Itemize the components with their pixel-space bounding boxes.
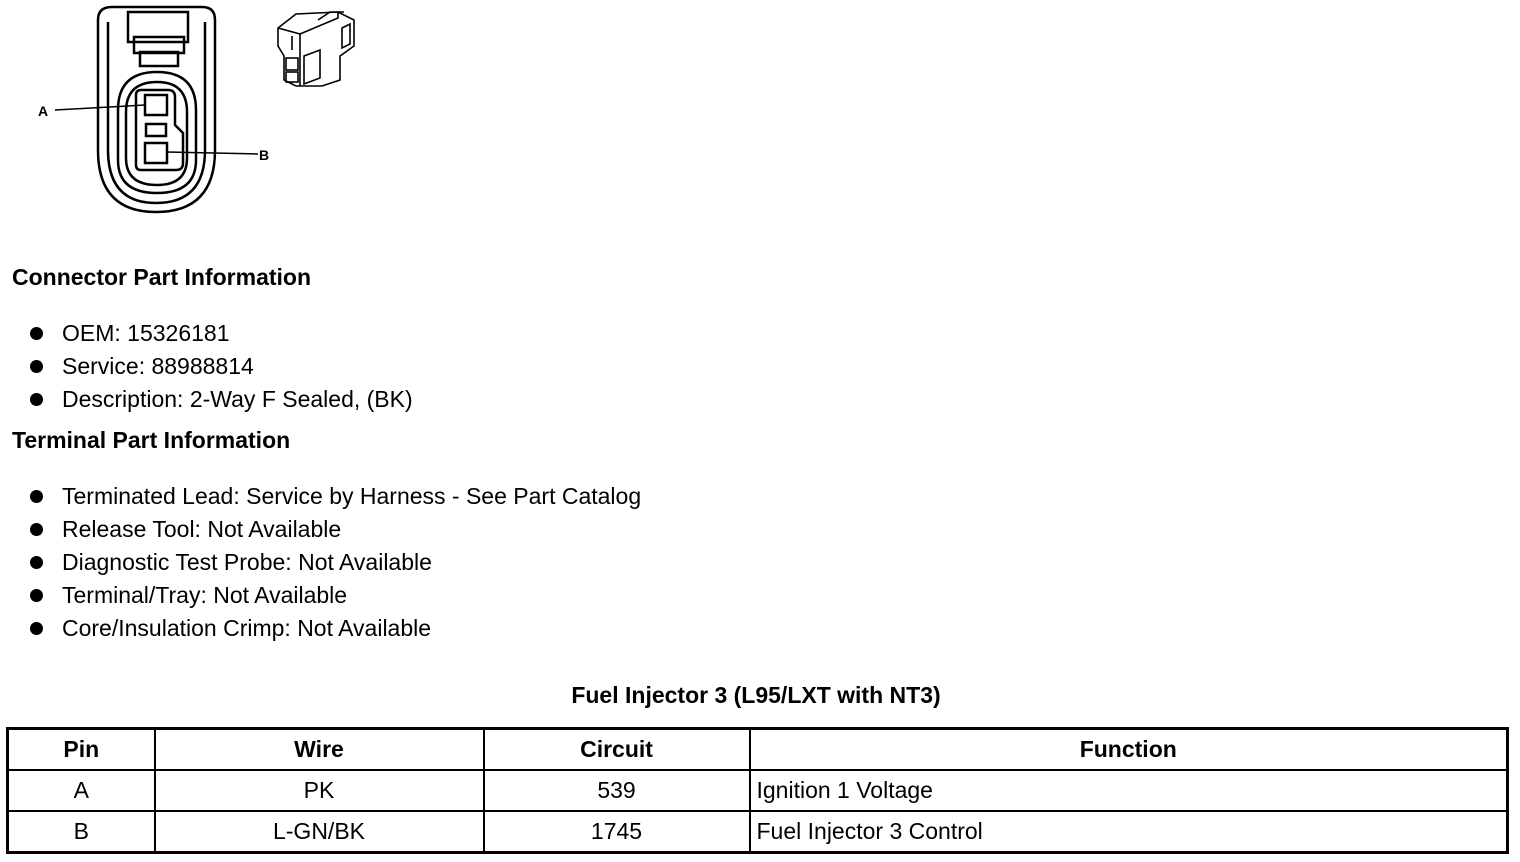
cell-circuit: 1745 [484,811,750,853]
connector-isometric-icon [278,12,354,86]
bullet-icon [30,327,43,340]
list-item: Release Tool: Not Available [0,513,641,546]
header-wire: Wire [155,729,484,771]
table-header-row [8,729,1508,771]
cell-function: Fuel Injector 3 Control [750,811,1508,853]
connector-part-info-heading: Connector Part Information [12,264,312,290]
pin-a-label: A [38,103,49,119]
bullet-icon [30,360,43,373]
connector-face-diagram [0,0,380,225]
pin-table [6,727,1509,854]
bullet-icon [30,622,43,635]
pin-a-cavity [145,95,167,115]
list-item: Terminal/Tray: Not Available [0,579,641,612]
header-circuit: Circuit [484,729,750,771]
terminal-part-info-heading: Terminal Part Information [12,427,291,453]
cell-wire: PK [155,770,484,811]
bullet-icon [30,589,43,602]
cell-pin: A [8,770,155,811]
list-item: Terminated Lead: Service by Harness - See Part Catalog [0,480,641,513]
table-row [8,811,1508,853]
header-function: Function [750,729,1508,771]
terminal-part-info-list [0,480,641,645]
bullet-icon [30,490,43,503]
pin-table-title: Fuel Injector 3 (L95/LXT with NT3) [571,682,941,708]
bullet-icon [30,556,43,569]
cell-pin: B [8,811,155,853]
pin-b-cavity [145,143,167,163]
list-item: Core/Insulation Crimp: Not Available [0,612,641,645]
pin-b-label: B [259,147,270,163]
bullet-icon [30,393,43,406]
cell-function: Ignition 1 Voltage [750,770,1508,811]
bullet-icon [30,523,43,536]
list-item: Description: 2-Way F Sealed, (BK) [0,383,413,416]
table-row [8,770,1508,811]
connector-part-info-list [0,317,413,416]
cell-wire: L-GN/BK [155,811,484,853]
list-item: Service: 88988814 [0,350,413,383]
header-pin: Pin [8,729,155,771]
list-item: Diagnostic Test Probe: Not Available [0,546,641,579]
list-item: OEM: 15326181 [0,317,413,350]
cell-circuit: 539 [484,770,750,811]
